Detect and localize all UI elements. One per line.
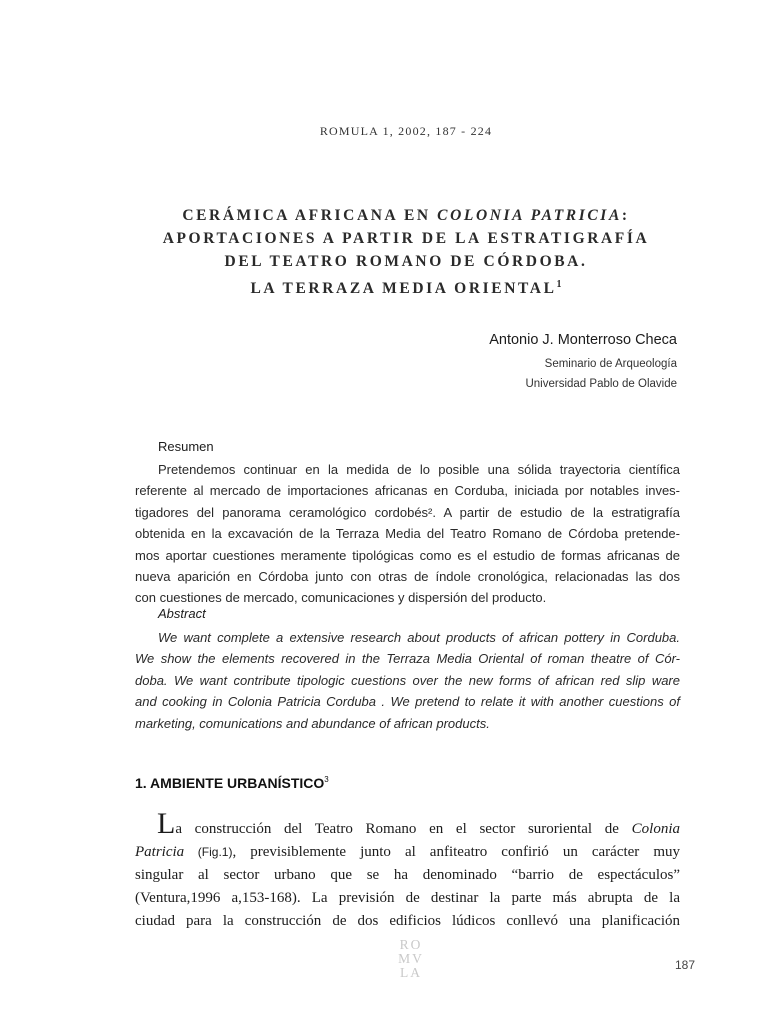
figure-reference: (Fig.1) [184,845,233,859]
section-heading-text: 1. AMBIENTE URBANÍSTICO [135,775,325,791]
logo-line: RO [399,937,423,952]
title-line-1-suffix: : [621,207,630,224]
journal-reference: ROMULA 1, 2002, 187 - 224 [319,124,493,138]
title-line-1-italic: COLONIA PATRICIA [437,207,622,224]
section-heading [135,775,329,791]
body-text-run: , previsiblemente junto al anfiteatro confirió un carácter muy [232,844,680,860]
resumen-line: tigadores del panorama ceramológico cordobés². A partir de estudio de la estratigrafía [135,504,680,520]
title-line-4-text: LA TERRAZA MEDIA ORIENTAL [250,280,557,298]
abstract-line: We want complete a extensive research about products of african pottery in Corduba. [158,630,680,645]
abstract-line: doba. We want contribute tipologic cuestions over the new forms of african red slip ware [135,672,680,688]
resumen-line: obtenida en la excavación de la Terraza Media del Teatro Romano de Córdoba pretende- [135,526,680,542]
body-italic-run: Patricia [135,844,185,860]
resumen-paragraph [135,459,680,609]
title-line-3: DEL TEATRO ROMANO DE CÓRDOBA. [224,253,588,270]
abstract-line: and cooking in Colonia Patricia Corduba . We pretend to relate it with another cuestions of [135,694,680,710]
page-number: 187 [675,958,696,972]
resumen-line: nueva aparición en Córdoba junto con otras de índole cronológica, relacionadas las dos [135,569,680,585]
abstract-line: marketing, comunications and abundance of african products. [135,715,490,731]
body-text-run: a construcción del Teatro Romano en el sector suroriental de [175,821,632,837]
logo-line: LA [400,965,422,980]
romula-logo [394,938,428,980]
title-footnote-marker: 1 [556,279,562,290]
title-line-1 [0,204,768,227]
resumen-line: mos aportar cuestiones meramente tipológicas como es el estudio de formas africanas de [135,547,680,563]
body-line-4: (Ventura,1996 a,153-168). La previsión de destinar la parte más abrupta de la [135,890,680,906]
logo-line: MV [398,951,424,966]
body-italic-run: Colonia [631,821,680,837]
title-line-2: APORTACIONES A PARTIR DE LA ESTRATIGRAFÍA [162,230,650,247]
drop-cap: L [157,807,176,840]
resumen-line: referente al mercado de importaciones africanas en Corduba, iniciada por notables inves- [135,483,680,499]
author-affiliation-1: Seminario de Arqueología [544,358,677,370]
section-footnote-marker: 3 [324,775,329,784]
abstract-heading: Abstract [158,606,206,621]
body-line-3: singular al sector urbano que se ha denominado “barrio de espectáculos” [135,867,680,883]
title-line-1-prefix: CERÁMICA AFRICANA EN [182,207,438,224]
resumen-heading: Resumen [158,439,214,454]
title-line-4 [0,273,768,300]
body-line-5: ciudad para la construcción de dos edificios lúdicos conllevó una planificación [135,913,680,929]
author-affiliation-2: Universidad Pablo de Olavide [525,378,677,390]
resumen-line: Pretendemos continuar en la medida de lo posible una sólida trayectoria científica [158,462,680,477]
resumen-line: con cuestiones de mercado, comunicaciones y dispersión del producto. [135,590,547,606]
abstract-paragraph [135,627,680,734]
abstract-line: We show the elements recovered in the Terraza Media Oriental of roman theatre of Cór- [135,651,680,667]
article-title [0,204,768,300]
author-name: Antonio J. Monterroso Checa [489,332,677,348]
body-line-2 [135,841,680,864]
body-line-1 [135,807,680,841]
body-paragraph [135,807,680,933]
